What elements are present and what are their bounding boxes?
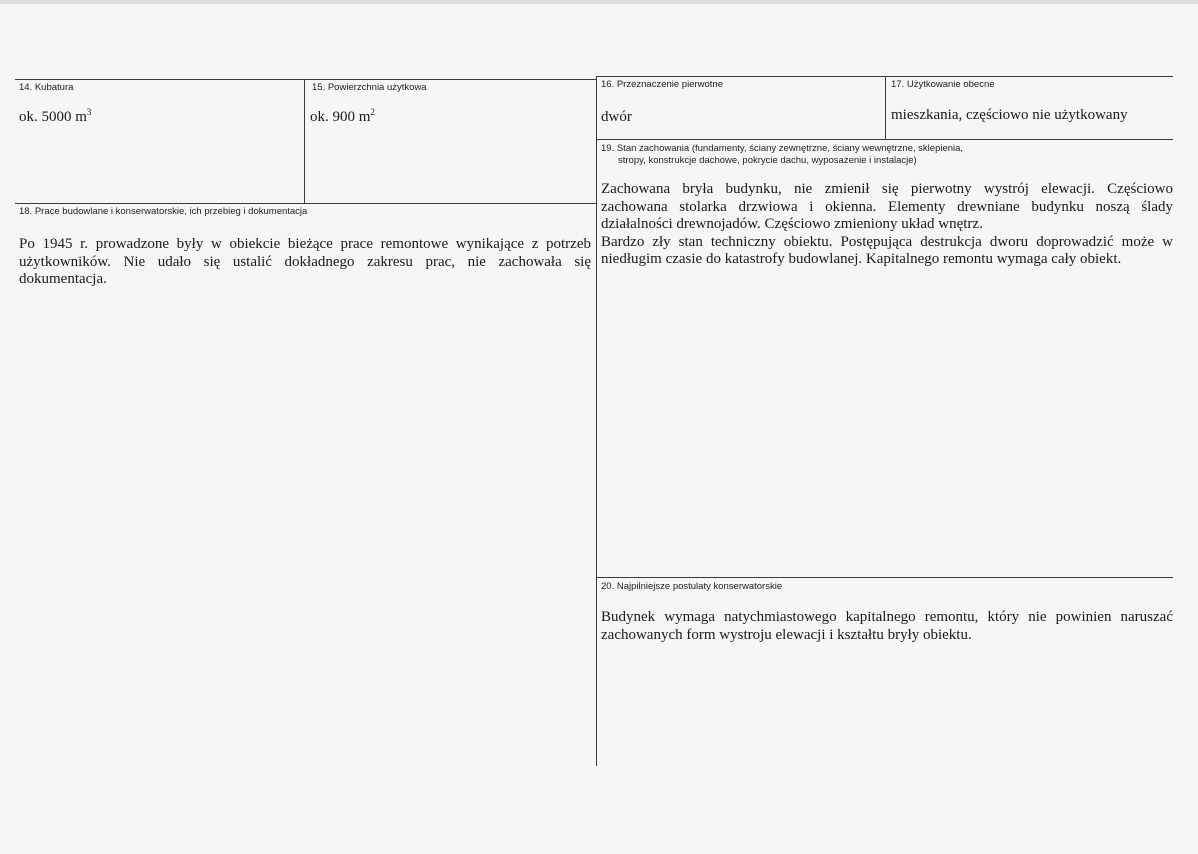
powierzchnia-value-exponent: 2	[370, 107, 375, 117]
kubatura-value	[19, 108, 91, 126]
uzytkowanie-label: 17. Użytkowanie obecne	[891, 79, 995, 90]
rule-top-left	[15, 79, 596, 80]
kubatura-label: 14. Kubatura	[19, 82, 74, 93]
postulaty-text	[601, 609, 1173, 644]
postulaty-line-1: Budynek wymaga natychmiastowego kapitalnego remontu, który nie powinien naruszać	[601, 609, 1173, 625]
prace-line-3: dokumentacja.	[19, 271, 107, 287]
rule-right-mid	[596, 139, 1173, 140]
rule-vertical-center	[596, 76, 597, 766]
powierzchnia-value	[310, 108, 375, 126]
postulaty-label: 20. Najpilniejsze postulaty konserwatorskie	[601, 581, 783, 592]
stan-line-4: Bardzo zły stan techniczny obiektu. Postępująca destrukcja dworu doprowadzić może w	[601, 233, 1173, 250]
rule-vertical-right	[885, 76, 886, 139]
uzytkowanie-value: mieszkania, częściowo nie użytkowany	[891, 107, 1128, 123]
postulaty-line-2: zachowanych form wystroju elewacji i kształtu bryły obiektu.	[601, 626, 972, 643]
stan-line-5: niedługim czasie do katastrofy budowlanej. Kapitalnego remontu wymaga cały obiekt.	[601, 251, 1122, 267]
przeznaczenie-label: 16. Przeznaczenie pierwotne	[601, 79, 723, 90]
stan-line-3: działalności drewnojadów. Częściowo zmieniony układ wnętrz.	[601, 216, 983, 232]
rule-left-mid	[15, 203, 596, 204]
prace-label: 18. Prace budowlane i konserwatorskie, ich przebieg i dokumentacja	[19, 206, 308, 217]
kubatura-value-text: ok. 5000 m	[19, 109, 87, 125]
stan-label-line1: 19. Stan zachowania (fundamenty, ściany zewnętrzne, ściany wewnętrzne, sklepienia,	[601, 143, 964, 154]
rule-right-lower	[596, 577, 1173, 578]
stan-label-line2: stropy, konstrukcje dachowe, pokrycie dachu, wyposażenie i instalacje)	[618, 155, 917, 166]
stan-line-1: Zachowana bryła budynku, nie zmienił się pierwotny wystrój elewacji. Częściowo	[601, 181, 1173, 197]
scan-top-edge	[0, 0, 1198, 4]
powierzchnia-value-text: ok. 900 m	[310, 109, 371, 125]
prace-line-1: Po 1945 r. prowadzone były w obiekcie bieżące prace remontowe wynikające z potrzeb	[19, 236, 591, 252]
prace-text	[19, 236, 591, 289]
stan-line-2: zachowana stolarka drzwiowa i okienna. Elementy drewniane budynku noszą ślady	[601, 198, 1173, 215]
prace-line-2: użytkowników. Nie udało się ustalić dokładnego zakresu prac, nie zachowała się	[19, 253, 591, 270]
powierzchnia-label: 15. Powierzchnia użytkowa	[312, 82, 427, 93]
rule-vertical-left	[304, 79, 305, 203]
przeznaczenie-value: dwór	[601, 109, 632, 125]
kubatura-value-exponent: 3	[86, 107, 92, 117]
stan-text	[601, 181, 1173, 269]
